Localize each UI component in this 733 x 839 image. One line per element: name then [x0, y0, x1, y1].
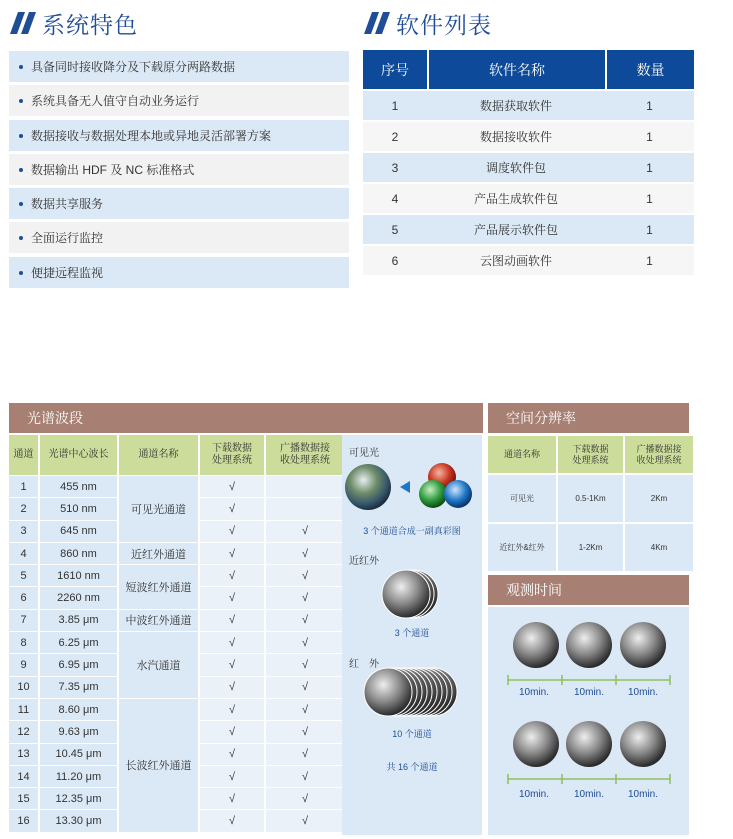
res-header-name: 通道名称 — [488, 436, 558, 473]
feature-text: 数据共享服务 — [31, 197, 104, 211]
broadcast-check: √ — [266, 609, 346, 631]
interval-label: 10min. — [574, 789, 605, 800]
feature-text: 便捷远程监视 — [31, 266, 104, 280]
channel-visual-panel — [342, 435, 482, 835]
table-row — [363, 244, 694, 275]
channel-name: 短波红外通道 — [119, 564, 200, 609]
channel-wavelength: 8.60 μm — [40, 698, 119, 720]
feature-text: 数据接收与数据处理本地或异地灵活部署方案 — [31, 129, 272, 143]
timeline-1 — [508, 675, 670, 685]
spectrum-title: 光谱波段 — [27, 410, 83, 426]
bullet-icon — [19, 65, 23, 69]
channel-name: 可见光通道 — [119, 475, 200, 542]
broadcast-check: √ — [266, 586, 346, 608]
broadcast-check: √ — [266, 743, 346, 765]
channel-wavelength: 3.85 μm — [40, 609, 119, 631]
spectrum-title-bar — [9, 403, 483, 433]
interval-label: 10min. — [628, 789, 659, 800]
broadcast-check — [266, 497, 346, 519]
resolution-title-bar — [488, 403, 689, 433]
spec-header-name: 通道名称 — [119, 435, 200, 475]
broadcast-check: √ — [266, 676, 346, 698]
feature-text: 全面运行监控 — [31, 231, 104, 245]
table-row — [488, 522, 695, 571]
broadcast-check: √ — [266, 520, 346, 542]
table-row — [363, 120, 694, 151]
res-channel-name: 近红外&红外 — [488, 522, 558, 571]
download-check: √ — [200, 765, 266, 787]
software-name: 数据接收软件 — [427, 120, 605, 151]
feature-item — [9, 188, 349, 219]
observation-title: 观测时间 — [506, 582, 562, 598]
download-check: √ — [200, 520, 266, 542]
broadcast-check — [266, 475, 346, 497]
channel-wavelength: 10.45 μm — [40, 743, 119, 765]
software-name: 数据获取软件 — [427, 89, 605, 120]
double-slash-icon — [10, 12, 36, 34]
broadcast-check: √ — [266, 720, 346, 742]
software-title: 软件列表 — [396, 11, 492, 38]
download-check: √ — [200, 542, 266, 564]
channel-name: 长波红外通道 — [119, 698, 200, 832]
broadcast-check: √ — [266, 631, 346, 653]
software-header-qty: 数量 — [605, 50, 694, 89]
observation-illustration — [488, 607, 689, 835]
channel-wavelength: 6.25 μm — [40, 631, 119, 653]
channel-number: 1 — [9, 475, 40, 497]
ir-label: 红 外 — [349, 659, 379, 670]
download-check: √ — [200, 609, 266, 631]
table-row — [9, 698, 346, 720]
channel-wavelength: 13.30 μm — [40, 809, 119, 831]
broadcast-check: √ — [266, 765, 346, 787]
spec-header-channel: 通道 — [9, 435, 40, 475]
channel-wavelength: 2260 nm — [40, 586, 119, 608]
software-name: 产品生成软件包 — [427, 182, 605, 213]
channel-name: 水汽通道 — [119, 631, 200, 698]
download-check: √ — [200, 787, 266, 809]
table-row — [9, 631, 346, 653]
res-broadcast: 2Km — [625, 473, 695, 522]
table-row — [9, 564, 346, 586]
download-check: √ — [200, 497, 266, 519]
nir-globe-stack — [382, 570, 438, 618]
feature-item — [9, 120, 349, 151]
download-check: √ — [200, 676, 266, 698]
table-row — [363, 213, 694, 244]
bullet-icon — [19, 202, 23, 206]
software-index: 5 — [363, 213, 427, 244]
table-row — [363, 182, 694, 213]
channel-wavelength: 7.35 μm — [40, 676, 119, 698]
software-index: 3 — [363, 151, 427, 182]
spec-header-broadcast: 广播数据接 收处理系统 — [266, 435, 346, 475]
download-check: √ — [200, 809, 266, 831]
channel-wavelength: 860 nm — [40, 542, 119, 564]
res-download: 0.5-1Km — [558, 473, 625, 522]
table-row — [9, 475, 346, 497]
bullet-icon — [19, 99, 23, 103]
software-name: 产品展示软件包 — [427, 213, 605, 244]
channel-name: 中波红外通道 — [119, 609, 200, 631]
channel-name: 近红外通道 — [119, 542, 200, 564]
channel-wavelength: 510 nm — [40, 497, 119, 519]
channel-number: 15 — [9, 787, 40, 809]
globe-row-2 — [513, 721, 666, 767]
channel-wavelength: 11.20 μm — [40, 765, 119, 787]
bullet-icon — [19, 134, 23, 138]
res-header-broadcast: 广播数据接 收处理系统 — [625, 436, 695, 473]
broadcast-check: √ — [266, 698, 346, 720]
software-index: 1 — [363, 89, 427, 120]
interval-label: 10min. — [519, 687, 550, 698]
bullet-icon — [19, 236, 23, 240]
timeline-2 — [508, 774, 670, 784]
broadcast-check: √ — [266, 564, 346, 586]
res-channel-name: 可见光 — [488, 473, 558, 522]
globe-row-1 — [513, 622, 666, 668]
feature-item — [9, 222, 349, 253]
software-name: 调度软件包 — [427, 151, 605, 182]
broadcast-check: √ — [266, 653, 346, 675]
channel-wavelength: 645 nm — [40, 520, 119, 542]
software-index: 6 — [363, 244, 427, 275]
download-check: √ — [200, 564, 266, 586]
channel-wavelength: 6.95 μm — [40, 653, 119, 675]
channel-number: 3 — [9, 520, 40, 542]
ir-globe-stack — [364, 668, 457, 716]
bullet-icon — [19, 271, 23, 275]
channel-number: 14 — [9, 765, 40, 787]
channel-wavelength: 1610 nm — [40, 564, 119, 586]
table-row — [488, 473, 695, 522]
visible-caption: 3 个通道合成一副真彩图 — [363, 526, 461, 536]
spec-header-wavelength: 光谱中心波长 — [40, 435, 119, 475]
table-row — [9, 609, 346, 631]
software-qty: 1 — [605, 89, 694, 120]
table-row — [363, 89, 694, 120]
channel-number: 8 — [9, 631, 40, 653]
download-check: √ — [200, 586, 266, 608]
spec-header-download: 下载数据 处理系统 — [200, 435, 266, 475]
resolution-table — [488, 436, 695, 571]
visible-label: 可见光 — [349, 448, 379, 459]
download-check: √ — [200, 720, 266, 742]
broadcast-check: √ — [266, 787, 346, 809]
ir-globe — [364, 668, 412, 716]
res-broadcast: 4Km — [625, 522, 695, 571]
channel-number: 13 — [9, 743, 40, 765]
table-row — [9, 542, 346, 564]
resolution-title: 空间分辨率 — [506, 410, 576, 426]
software-qty: 1 — [605, 151, 694, 182]
software-heading — [364, 6, 492, 40]
channel-number: 16 — [9, 809, 40, 831]
arrow-left-icon — [400, 481, 410, 493]
channel-wavelength: 12.35 μm — [40, 787, 119, 809]
software-qty: 1 — [605, 213, 694, 244]
features-heading — [10, 6, 138, 40]
channel-wavelength: 455 nm — [40, 475, 119, 497]
software-header-index: 序号 — [363, 50, 427, 89]
software-table — [363, 50, 694, 275]
software-qty: 1 — [605, 244, 694, 275]
software-qty: 1 — [605, 182, 694, 213]
channel-number: 7 — [9, 609, 40, 631]
download-check: √ — [200, 475, 266, 497]
ir-caption: 10 个通道 — [392, 729, 432, 739]
nir-caption: 3 个通道 — [394, 628, 430, 638]
feature-text: 数据输出 HDF 及 NC 标准格式 — [31, 163, 195, 177]
res-download: 1-2Km — [558, 522, 625, 571]
interval-label: 10min. — [519, 789, 550, 800]
software-index: 2 — [363, 120, 427, 151]
double-slash-icon — [364, 12, 390, 34]
observation-title-bar — [488, 575, 689, 605]
feature-text: 具备同时接收降分及下载原分两路数据 — [31, 60, 236, 74]
feature-text: 系统具备无人值守自动业务运行 — [31, 94, 200, 108]
software-name: 云图动画软件 — [427, 244, 605, 275]
channel-number: 4 — [9, 542, 40, 564]
software-qty: 1 — [605, 120, 694, 151]
channel-number: 2 — [9, 497, 40, 519]
true-color-globe — [345, 464, 391, 510]
download-check: √ — [200, 653, 266, 675]
observation-panel — [488, 607, 689, 835]
bullet-icon — [19, 168, 23, 172]
feature-item — [9, 154, 349, 185]
channel-number: 10 — [9, 676, 40, 698]
channel-number: 9 — [9, 653, 40, 675]
channel-number: 5 — [9, 564, 40, 586]
channel-number: 11 — [9, 698, 40, 720]
features-title: 系统特色 — [42, 11, 138, 38]
spectrum-table — [9, 435, 346, 832]
download-check: √ — [200, 743, 266, 765]
broadcast-check: √ — [266, 809, 346, 831]
channel-number: 12 — [9, 720, 40, 742]
broadcast-check: √ — [266, 542, 346, 564]
nir-label: 近红外 — [349, 556, 379, 567]
download-check: √ — [200, 698, 266, 720]
download-check: √ — [200, 631, 266, 653]
total-caption: 共 16 个通道 — [386, 762, 438, 772]
table-row — [363, 151, 694, 182]
interval-label: 10min. — [574, 687, 605, 698]
res-header-download: 下载数据 处理系统 — [558, 436, 625, 473]
feature-item — [9, 51, 349, 82]
channel-number: 6 — [9, 586, 40, 608]
channel-wavelength: 9.63 μm — [40, 720, 119, 742]
feature-item — [9, 257, 349, 288]
interval-label: 10min. — [628, 687, 659, 698]
software-header-name: 软件名称 — [427, 50, 605, 89]
software-index: 4 — [363, 182, 427, 213]
feature-item — [9, 85, 349, 116]
